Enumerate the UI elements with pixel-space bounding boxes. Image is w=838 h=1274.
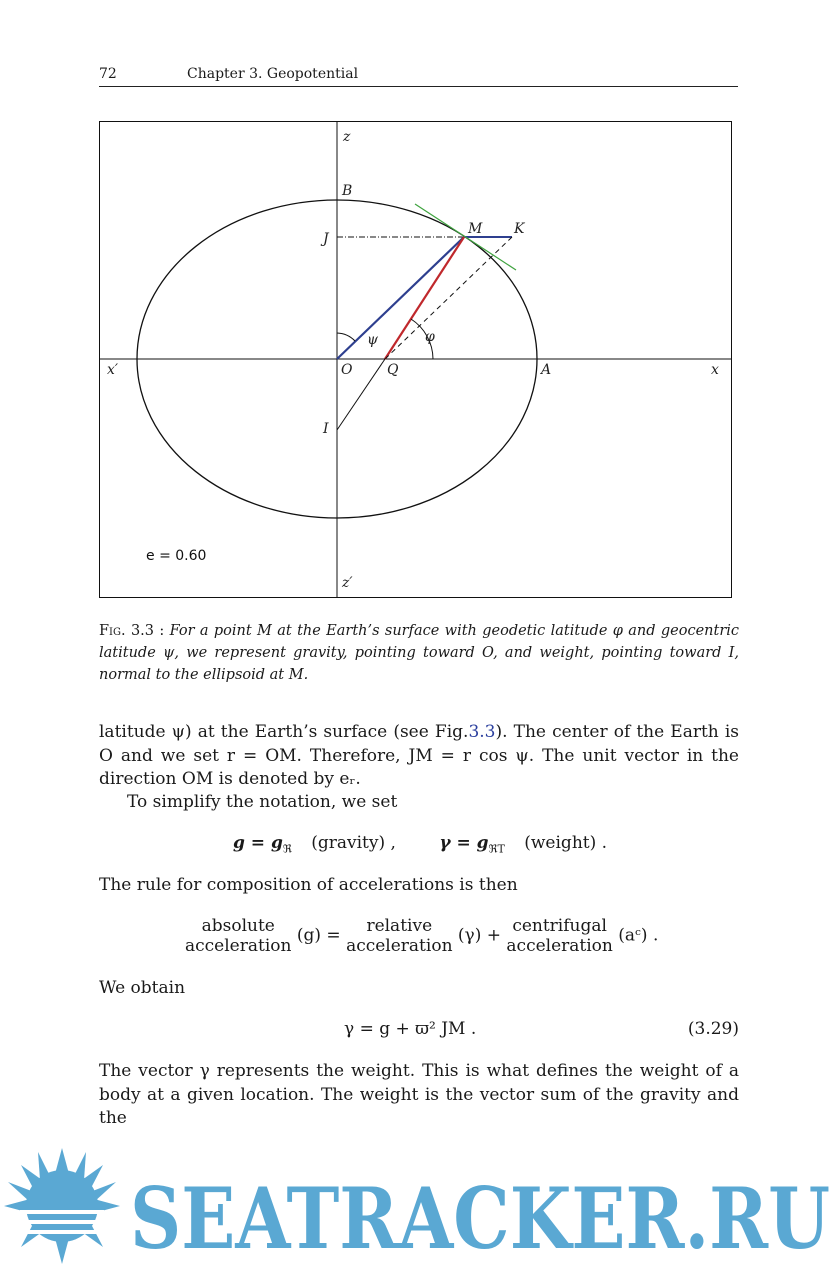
page-number: 72 bbox=[99, 66, 117, 82]
label-i: I bbox=[323, 421, 329, 437]
eq1-right-sub: ℜT bbox=[488, 842, 505, 856]
eq3-number: (3.29) bbox=[687, 1019, 739, 1039]
watermark bbox=[0, 1140, 838, 1270]
equation-gravity-weight bbox=[233, 833, 607, 855]
equation-composition bbox=[185, 916, 658, 956]
figure-caption bbox=[99, 620, 739, 686]
figure-reference-link[interactable]: 3.3 bbox=[468, 722, 496, 742]
label-o: O bbox=[341, 362, 353, 378]
eq2-sym1: (g) = bbox=[296, 925, 341, 946]
caption-fig-label: Fig. 3.3 : bbox=[99, 623, 165, 639]
ellipse-diagram bbox=[99, 121, 732, 598]
label-b: B bbox=[342, 183, 353, 199]
label-x-prime: x′ bbox=[107, 362, 119, 378]
label-z: z bbox=[343, 129, 351, 145]
label-m: M bbox=[468, 221, 483, 237]
eq1-left-sub: ℜ bbox=[282, 842, 292, 856]
eccentricity-label: e = 0.60 bbox=[146, 548, 207, 564]
watermark-graphic bbox=[0, 1140, 838, 1270]
paragraph-3: The rule for composition of accelerations is then bbox=[99, 875, 518, 895]
paragraph-4: We obtain bbox=[99, 978, 186, 998]
paragraph-1 bbox=[99, 721, 739, 792]
label-j: J bbox=[323, 231, 329, 247]
eq1-left-note: (gravity) , bbox=[311, 833, 396, 853]
para1-part1: latitude ψ) at the Earth’s surface (see Fig. bbox=[99, 722, 469, 742]
eq2-term1: absolute acceleration bbox=[185, 916, 292, 956]
eq1-right: γ = g bbox=[439, 833, 489, 853]
paragraph-5: The vector γ represents the weight. This is what defines the weight of a body at a given location. The weight is the vector sum of the gravity and the bbox=[99, 1061, 739, 1128]
eq2-term2: relative acceleration bbox=[346, 916, 453, 956]
equation-3-29 bbox=[99, 1019, 739, 1043]
label-psi: ψ bbox=[367, 332, 378, 348]
eq1-right-note: (weight) . bbox=[524, 833, 608, 853]
psi-arc bbox=[337, 333, 355, 341]
label-k: K bbox=[514, 221, 525, 237]
label-q: Q bbox=[387, 362, 399, 378]
eq2-term3: centrifugal acceleration bbox=[506, 916, 613, 956]
eq2-sym3: (aᶜ) . bbox=[618, 925, 659, 946]
para1-part2: ). The center of the Earth is O and we set r = OM. Therefore, JM = r cos ψ. The unit vector in the direction OM is denoted by eᵣ. bbox=[99, 722, 740, 789]
label-a: A bbox=[541, 362, 552, 378]
caption-text: For a point M at the Earth’s surface with geodetic latitude φ and geocentric latitude ψ, we represent gravity, pointing toward O, and weight, pointing toward I, normal to the ellipsoid at M. bbox=[99, 623, 740, 683]
chapter-title: Chapter 3. Geopotential bbox=[187, 66, 359, 82]
label-phi: φ bbox=[425, 329, 435, 345]
watermark-text: SEATRACKER.RU bbox=[130, 1169, 830, 1268]
page-header bbox=[99, 66, 738, 87]
paragraph-2: To simplify the notation, we set bbox=[127, 792, 398, 812]
om-line bbox=[337, 237, 464, 359]
label-z-prime: z′ bbox=[342, 575, 353, 591]
eq1-left: g = g bbox=[233, 833, 283, 853]
figure-3-3 bbox=[99, 121, 732, 598]
eq2-sym2: (γ) + bbox=[457, 925, 501, 946]
label-x: x bbox=[711, 362, 719, 378]
eq3-text: γ = g + ϖ² JM . bbox=[344, 1019, 477, 1039]
sun-icon bbox=[4, 1148, 120, 1264]
